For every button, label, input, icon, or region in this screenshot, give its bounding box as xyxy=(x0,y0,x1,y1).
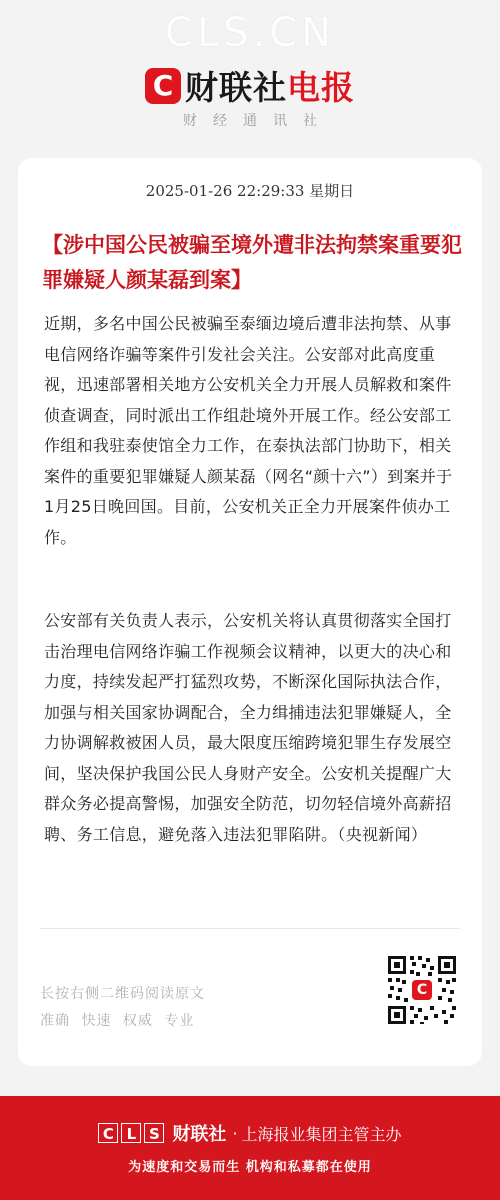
article-card xyxy=(18,158,482,1066)
brand-header xyxy=(0,62,500,109)
footer-brand-line xyxy=(0,1120,500,1146)
tag-authority: 权威 xyxy=(122,1013,153,1029)
tag-accurate: 准确 xyxy=(40,1013,70,1029)
qr-tags xyxy=(40,1010,200,1030)
brand-name xyxy=(185,62,355,109)
watermark-text: CLS.CN xyxy=(164,10,336,56)
footer-cls-l: L xyxy=(121,1123,141,1143)
footer-brand-name: 财联社 xyxy=(172,1124,227,1145)
brand-subtitle: 财经通讯社 xyxy=(183,113,333,129)
logo-letter: C xyxy=(152,68,174,102)
divider xyxy=(40,928,460,929)
footer-dot: · xyxy=(232,1123,238,1143)
footer-slogan: 为速度和交易而生 机构和私募都在使用 xyxy=(128,1160,372,1175)
brand-name-red: 电报 xyxy=(287,68,355,107)
footer-org: 上海报业集团主管主办 xyxy=(241,1124,402,1144)
qr-hint-text: 长按右侧二维码阅读原文 xyxy=(40,986,205,1002)
qr-code-icon[interactable] xyxy=(386,954,458,1026)
tag-fast: 快速 xyxy=(81,1013,112,1029)
article-datetime: 2025-01-26 22:29:33 星期日 xyxy=(145,182,355,200)
tag-professional: 专业 xyxy=(164,1013,195,1029)
article-paragraph-1: 近期，多名中国公民被骗至泰缅边境后遭非法拘禁、从事电信网络诈骗等案件引发社会关注。公安部对此高度重视，迅速部署相关地方公安机关全力开展人员解救和案件侦查调查，同时派出工作组赴境外开展工作。经公安部工作组和我驻泰使馆全力工作，在泰执法部门协助下，相关案件的重要犯罪嫌疑人颜某磊（网名“颜十六”）到案并于1月25日晚回国。目前，公安机关正全力开展案件侦办工作。 xyxy=(44,314,453,547)
footer-bar xyxy=(0,1096,500,1200)
qr-center-letter: C xyxy=(416,982,428,998)
footer-cls-s: S xyxy=(144,1123,164,1143)
footer-cls-c: C xyxy=(98,1123,118,1143)
article-title: 【涉中国公民被骗至境外遭非法拘禁案重要犯罪嫌疑人颜某磊到案】 xyxy=(42,233,462,292)
article-paragraph-2: 公安部有关负责人表示，公安机关将认真贯彻落实全国打击治理电信网络诈骗工作视频会议精神，以更大的决心和力度，持续发起严打猛烈攻势，不断深化国际执法合作，加强与相关国家协调配合，全力缉捕违法犯罪嫌疑人，全力协调解救被困人员，最大限度压缩跨境犯罪生存发展空间，坚决保护我国公民人身财产安全。公安机关提醒广大群众务必提高警惕，加强安全防范，切勿轻信境外高薪招聘、务工信息，避免落入违法犯罪陷阱。（央视新闻） xyxy=(44,611,452,844)
cls-c-logo-icon xyxy=(145,68,181,104)
brand-name-black: 财联社 xyxy=(185,68,287,107)
